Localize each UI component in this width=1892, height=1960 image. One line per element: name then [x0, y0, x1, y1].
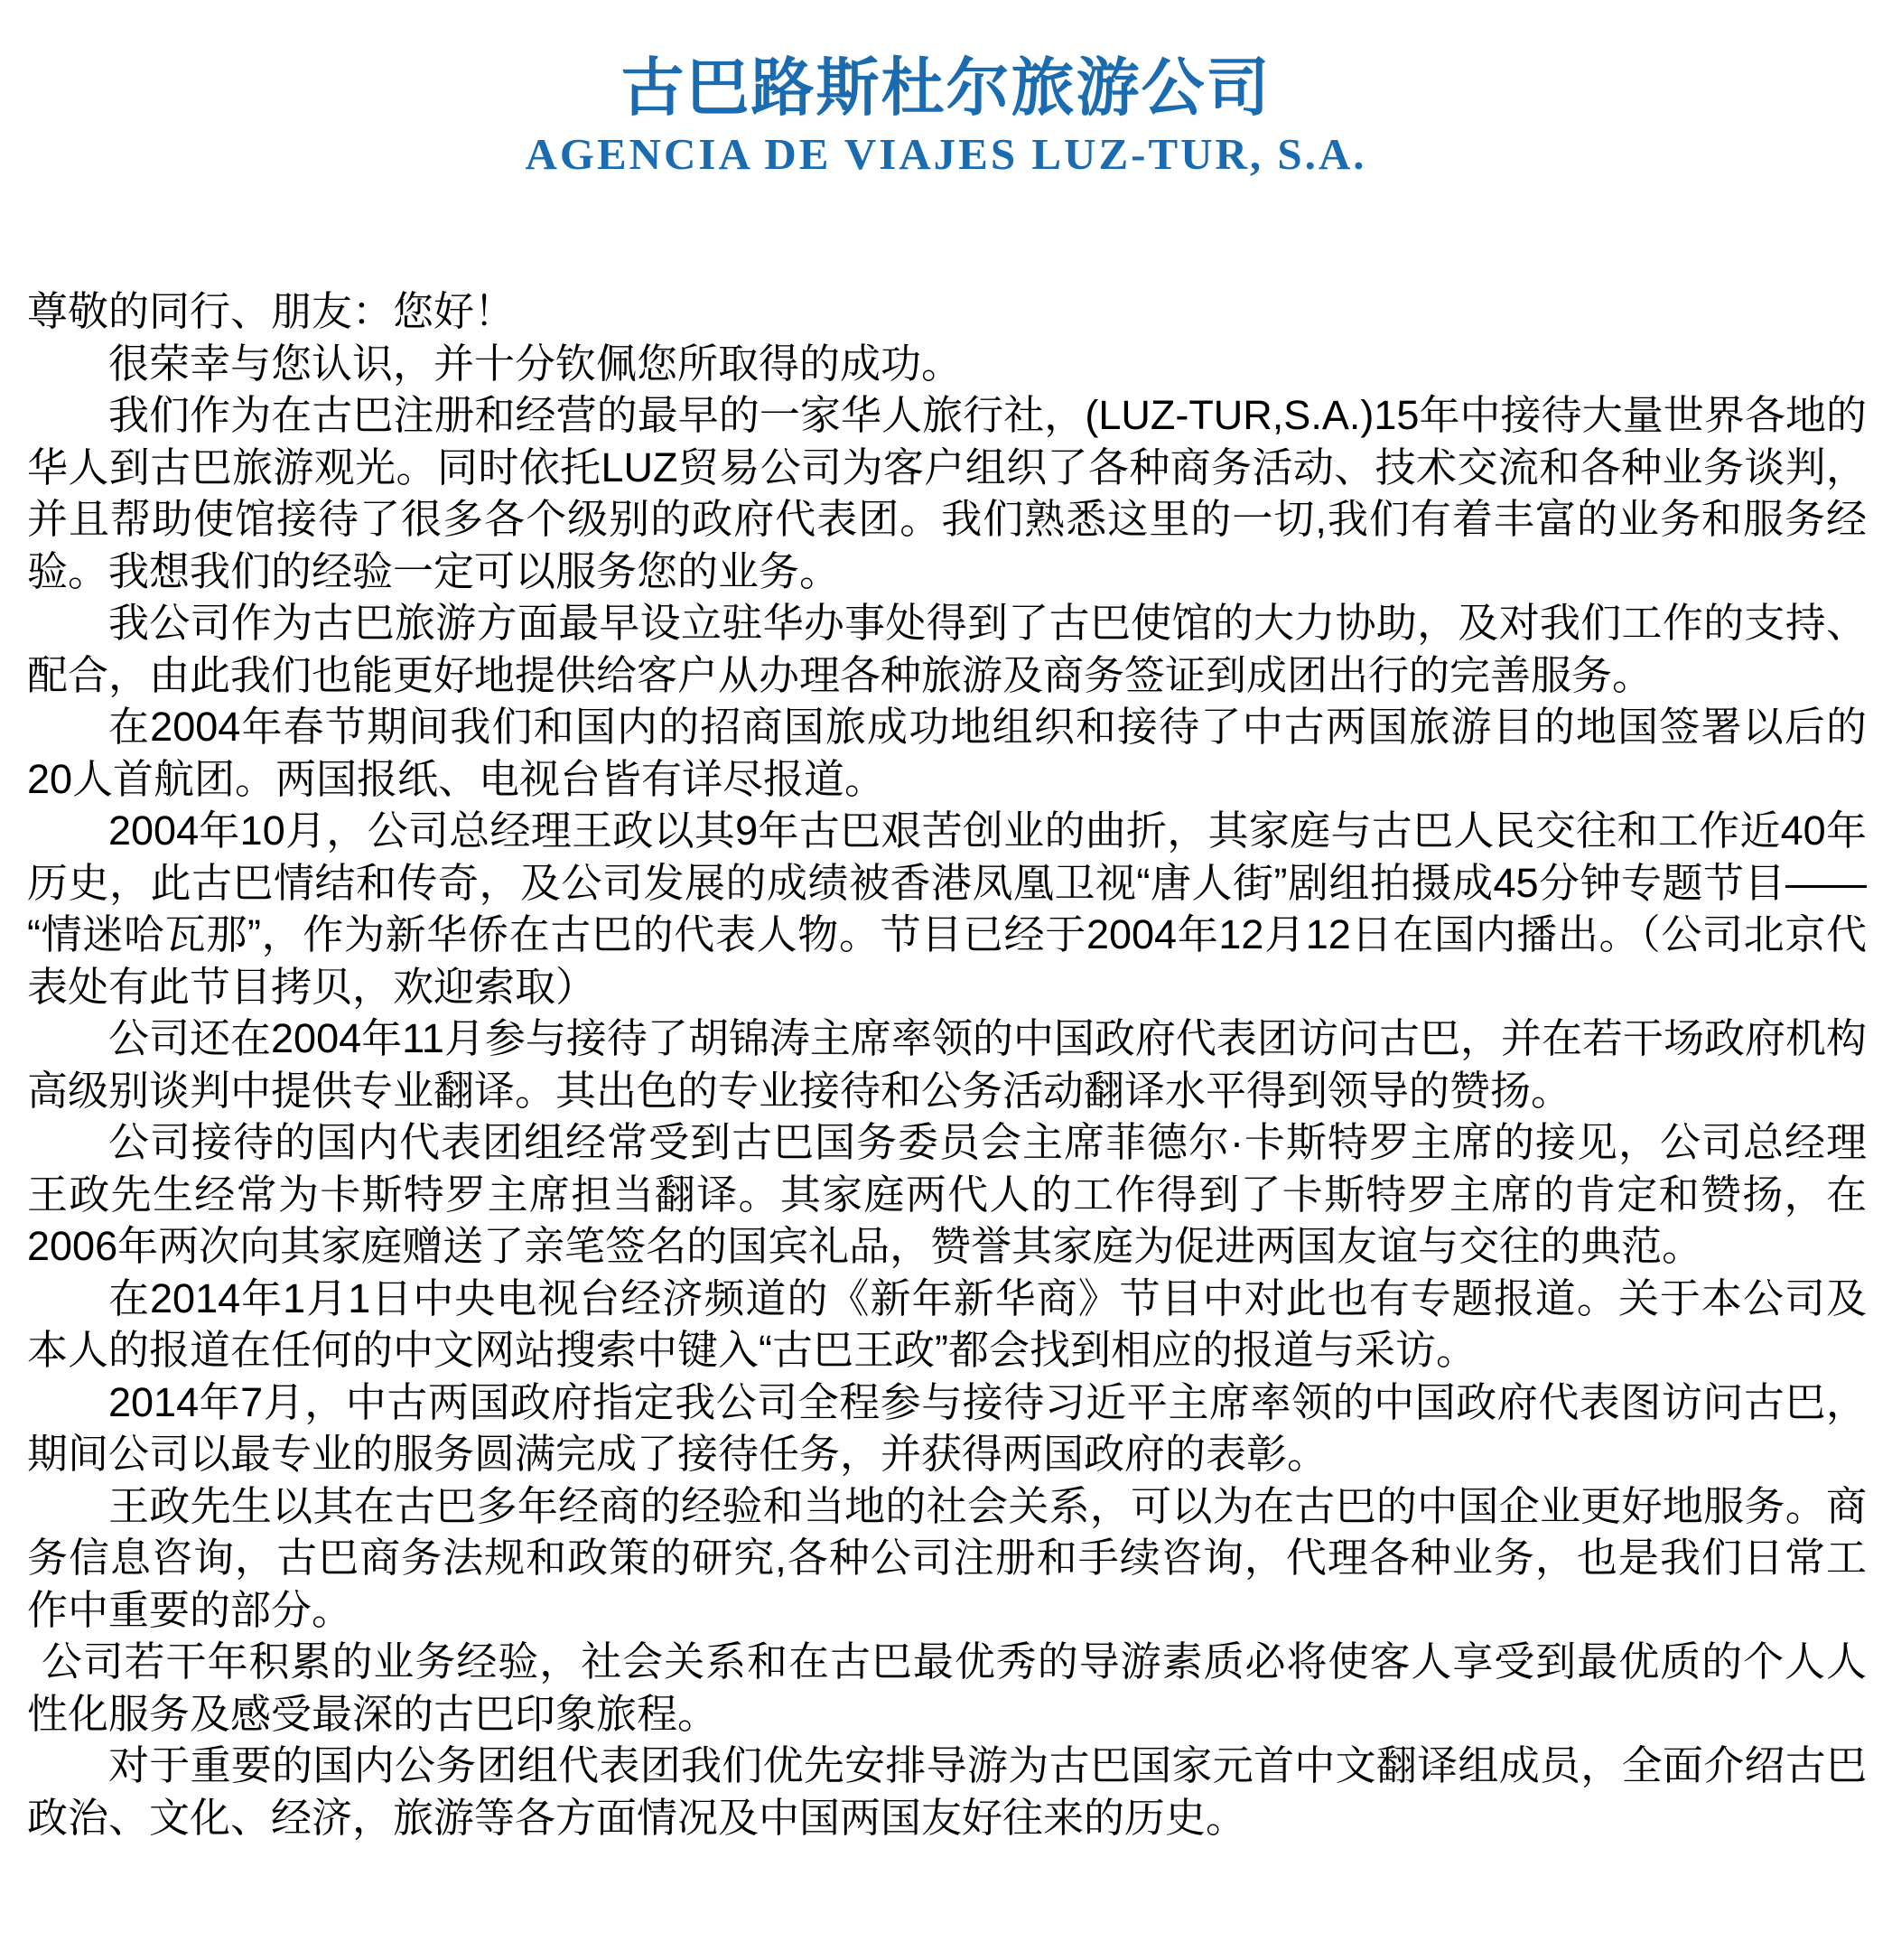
- letter-paragraph: 2004年10月，公司总经理王政以其9年古巴艰苦创业的曲折，其家庭与古巴人民交往和工作近40年历史，此古巴情结和传奇，及公司发展的成绩被香港凤凰卫视“唐人街”剧组拍摄成45分钟专题节目——“情迷哈瓦那”，作为新华侨在古巴的代表人物。节目已经于2004年12月12日在国内播出。（公司北京代表处有此节目拷贝，欢迎索取）: [27, 807, 1867, 1010]
- letter-paragraph: 很荣幸与您认识，并十分钦佩您所取得的成功。: [108, 340, 963, 387]
- letter-paragraph: 公司若干年积累的业务经验，社会关系和在古巴最优秀的导游素质必将使客人享受到最优质的个人人性化服务及感受最深的古巴印象旅程。: [27, 1638, 1867, 1737]
- letter-paragraph: 公司接待的国内代表团组经常受到古巴国务委员会主席菲德尔·卡斯特罗主席的接见，公司总经理王政先生经常为卡斯特罗主席担当翻译。其家庭两代人的工作得到了卡斯特罗主席的肯定和赞扬，在2006年两次向其家庭赠送了亲笔签名的国宾礼品，赞誉其家庭为促进两国友谊与交往的典范。: [27, 1119, 1867, 1269]
- company-name-spanish: AGENCIA DE VIAJES LUZ-TUR, S.A.: [525, 129, 1367, 179]
- letter-paragraph: 在2014年1月1日中央电视台经济频道的《新年新华商》节目中对此也有专题报道。关于本公司及本人的报道在任何的中文网站搜索中键入“古巴王政”都会找到相应的报道与采访。: [27, 1274, 1867, 1373]
- salutation-line: 尊敬的同行、朋友：您好！: [27, 288, 516, 334]
- letter-paragraph: 我们作为在古巴注册和经营的最早的一家华人旅行社，(LUZ-TUR,S.A.)15年中接待大量世界各地的华人到古巴旅游观光。同时依托LUZ贸易公司为客户组织了各种商务活动、技术交流和各种业务谈判，并且帮助使馆接待了很多各个级别的政府代表团。我们熟悉这里的一切,我们有着丰富的业务和服务经验。我想我们的经验一定可以服务您的业务。: [27, 392, 1867, 594]
- letter-paragraph: 在2004年春节期间我们和国内的招商国旅成功地组织和接待了中古两国旅游目的地国签署以后的20人首航团。两国报纸、电视台皆有详尽报道。: [27, 704, 1867, 802]
- letter-page: [0, 52, 1892, 1960]
- letter-paragraph: 2014年7月，中古两国政府指定我公司全程参与接待习近平主席率领的中国政府代表图访问古巴，期间公司以最专业的服务圆满完成了接待任务，并获得两国政府的表彰。: [27, 1378, 1867, 1477]
- company-name-chinese: 古巴路斯杜尔旅游公司: [620, 52, 1272, 123]
- letter-paragraph: 对于重要的国内公务团组代表团我们优先安排导游为古巴国家元首中文翻译组成员，全面介绍古巴政治、文化、经济，旅游等各方面情况及中国两国友好往来的历史。: [27, 1742, 1867, 1841]
- letter-paragraph: 公司还在2004年11月参与接待了胡锦涛主席率领的中国政府代表团访问古巴，并在若干场政府机构高级别谈判中提供专业翻译。其出色的专业接待和公务活动翻译水平得到领导的赞扬。: [27, 1015, 1867, 1114]
- letter-paragraph: 我公司作为古巴旅游方面最早设立驻华办事处得到了古巴使馆的大力协助，及对我们工作的支持、配合，由此我们也能更好地提供给客户从办理各种旅游及商务签证到成团出行的完善服务。: [27, 600, 1867, 698]
- letterhead: [0, 52, 1892, 179]
- letter-paragraph: 王政先生以其在古巴多年经商的经验和当地的社会关系，可以为在古巴的中国企业更好地服务。商务信息咨询，古巴商务法规和政策的研究,各种公司注册和手续咨询，代理各种业务，也是我们日常工作中重要的部分。: [27, 1482, 1867, 1633]
- letter-body: [27, 285, 1867, 1843]
